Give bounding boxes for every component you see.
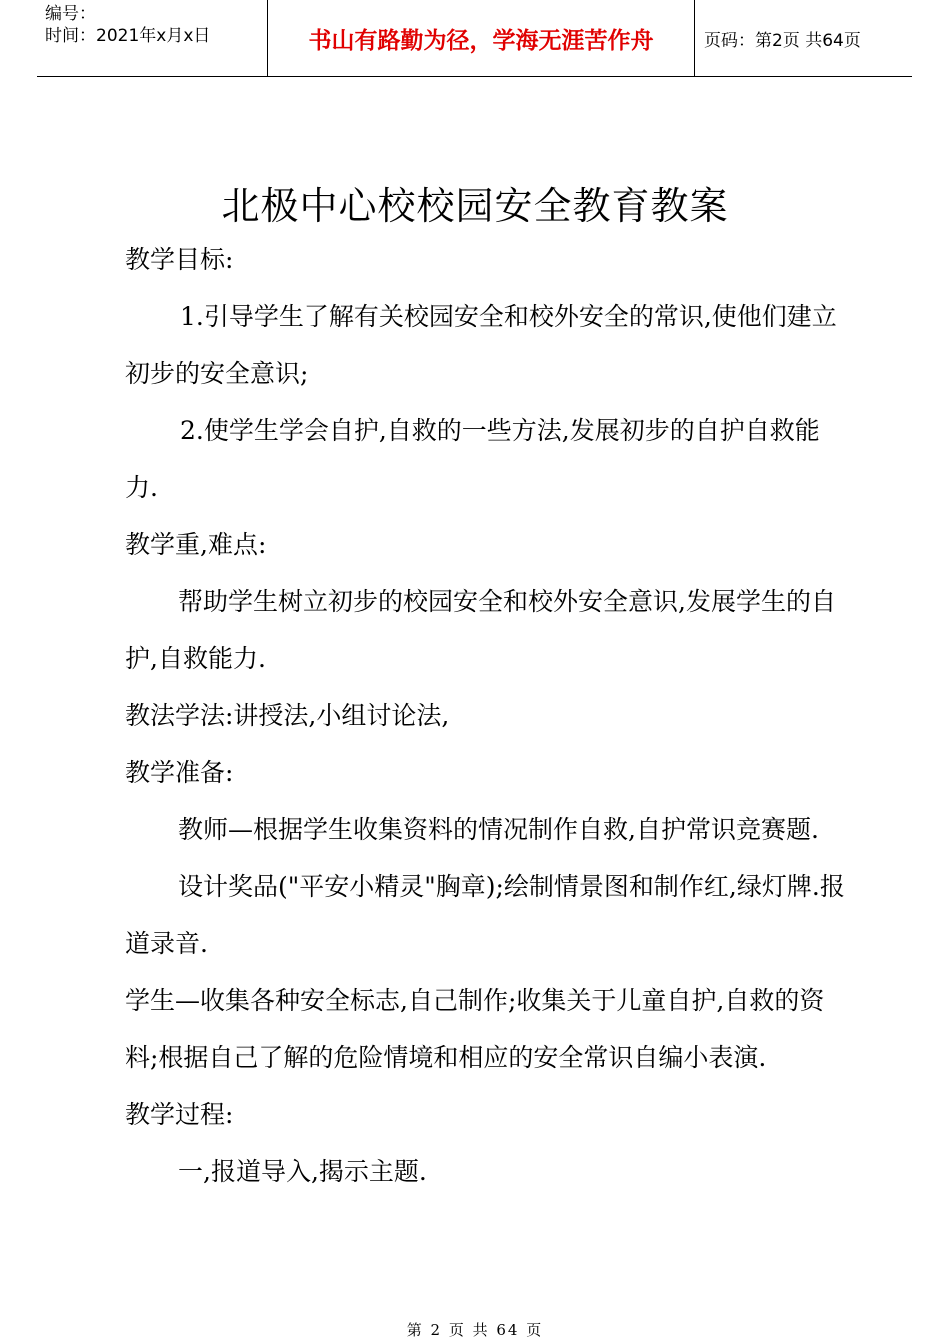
body-line: 道录音. [125, 929, 208, 958]
time-label: 时间：2021年x月x日 [45, 26, 211, 46]
motto-text: 书山有路勤为径，学海无涯苦作舟 [308, 26, 654, 54]
body-line: 护,自救能力. [125, 644, 266, 673]
document-header [37, 0, 912, 77]
body-line: 初步的安全意识; [125, 359, 309, 388]
body-line: 2.使学生学会自护,自救的一些方法,发展初步的自护自救能 [180, 416, 820, 445]
body-line: 力. [125, 473, 158, 502]
body-line: 设计奖品("平安小精灵"胸章);绘制情景图和制作红,绿灯牌.报 [178, 872, 845, 901]
page-footer: 第 2 页 共 64 页 [406, 1321, 544, 1339]
body-line: 教师—根据学生收集资料的情况制作自救,自护常识竞赛题. [178, 815, 819, 844]
header-right-cell [694, 0, 912, 76]
body-line: 料;根据自己了解的危险情境和相应的安全常识自编小表演. [125, 1043, 767, 1072]
body-line: 帮助学生树立初步的校园安全和校外安全意识,发展学生的自 [178, 587, 836, 616]
body-line: 学生—收集各种安全标志,自己制作;收集关于儿童自护,自救的资 [125, 986, 825, 1015]
body-line: 教学准备: [125, 758, 234, 787]
number-label: 编号： [45, 4, 96, 24]
header-middle-cell [267, 0, 695, 76]
header-left-cell [37, 0, 267, 76]
body-line: 教学目标: [125, 245, 234, 274]
body-line: 教法学法:讲授法,小组讨论法, [125, 701, 450, 730]
body-line: 1.引导学生了解有关校园安全和校外安全的常识,使他们建立 [180, 302, 837, 331]
body-line: 教学重,难点: [125, 530, 267, 559]
body-line: 一,报道导入,揭示主题. [178, 1157, 427, 1186]
page-info: 页码：第2页 共64页 [704, 30, 861, 51]
document-title: 北极中心校校园安全教育教案 [221, 184, 729, 228]
body-line: 教学过程: [125, 1100, 234, 1129]
